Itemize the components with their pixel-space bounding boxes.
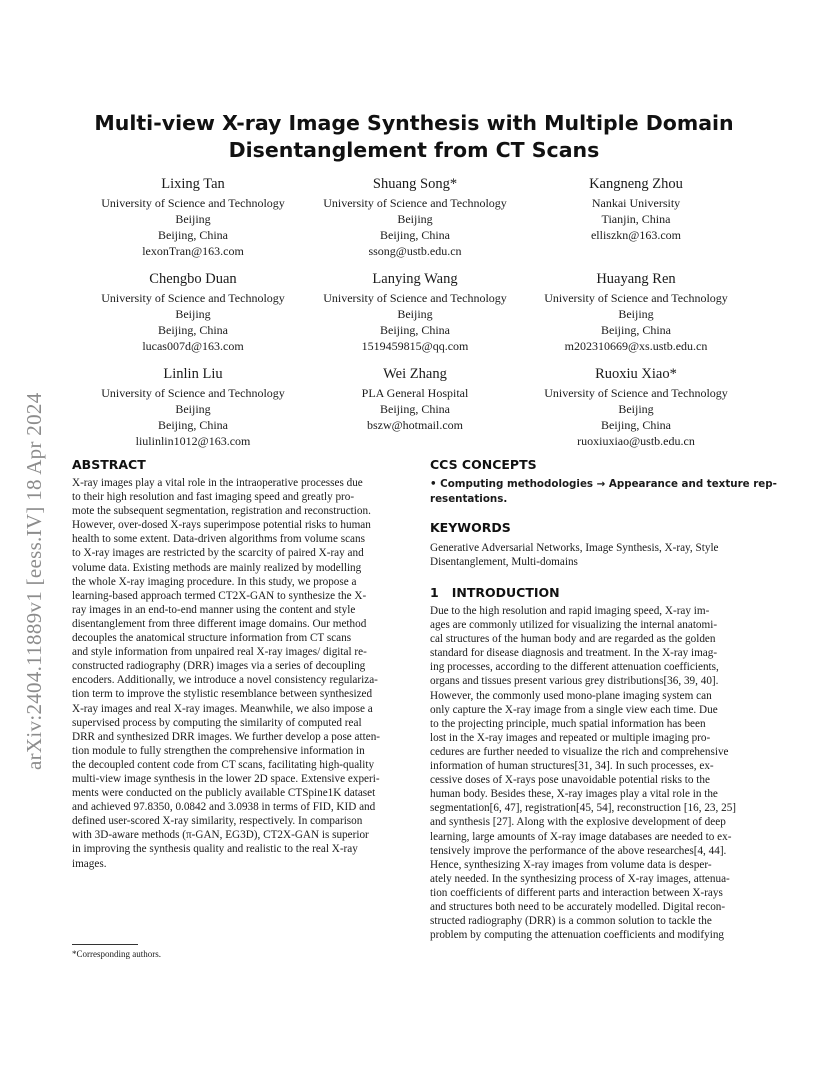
author-email: lexonTran@163.com xyxy=(142,244,244,258)
text-line: to their high resolution and fast imaging speed and greatly pro- xyxy=(72,491,355,504)
author-email: bszw@hotmail.com xyxy=(366,418,464,432)
author-affiliation: University of Science and Technology xyxy=(323,291,507,305)
author-location: Tianjin, China xyxy=(601,212,671,226)
text-line: However, the commonly used mono-plane imaging system can xyxy=(430,689,712,702)
text-line: volume data. Existing methods are mainly realized by modelling xyxy=(72,561,362,574)
text-line: standard for disease diagnosis and treatment. In the X-ray imag- xyxy=(430,647,718,660)
text-line: disentanglement from three different image domains. Our method xyxy=(72,617,367,630)
author-affiliation: University of Science and Technology xyxy=(101,386,285,400)
author-name: Kangneng Zhou xyxy=(589,176,683,192)
ccs-concepts-heading: CCS CONCEPTS xyxy=(430,457,537,472)
text-line: in improving the synthesis quality and realistic to the real X-ray xyxy=(72,843,358,856)
text-line: Disentanglement, Multi-domains xyxy=(430,556,578,569)
text-line: only capture the X-ray image from a single view each time. Due xyxy=(430,703,718,716)
text-line: defined user-scored X-ray similarity, respectively. In comparison xyxy=(72,815,363,828)
text-line: to the projecting principle, much spatial information has been xyxy=(430,717,706,730)
text-line: tion term to improve the stylistic resemblance between synthesized xyxy=(72,688,373,701)
paper-title xyxy=(80,110,748,164)
text-line: problem by computing the attenuation coefficients and modifying xyxy=(430,929,725,942)
author-location: Beijing, China xyxy=(380,228,450,242)
text-line: encoders. Additionally, we introduce a novel consistency regulariza- xyxy=(72,674,378,687)
author-name: Huayang Ren xyxy=(596,271,676,287)
author-affiliation: University of Science and Technology xyxy=(101,291,285,305)
author-block xyxy=(300,270,530,354)
introduction-body xyxy=(430,604,760,942)
author-location: Beijing, China xyxy=(158,228,228,242)
ccs-concepts-body xyxy=(430,477,777,506)
text-line: Hence, synthesizing X-ray images from volume data is desper- xyxy=(430,858,712,871)
text-line: Due to the high resolution and rapid imaging speed, X-ray im- xyxy=(430,605,710,617)
text-line: learning-based approach termed CT2X-GAN to synthesize the X- xyxy=(72,589,367,602)
author-location: Beijing, China xyxy=(601,323,671,337)
author-affiliation: Beijing xyxy=(175,307,211,321)
author-block xyxy=(78,270,308,354)
author-affiliation: University of Science and Technology xyxy=(544,386,728,400)
text-line: the whole X-ray imaging procedure. In this study, we propose a xyxy=(72,575,357,588)
author-name: Lixing Tan xyxy=(161,176,225,192)
text-line: learning, large amounts of X-ray image databases are needed to ex- xyxy=(430,830,732,843)
author-affiliation: Beijing xyxy=(175,212,211,226)
author-email: elliszkn@163.com xyxy=(590,228,682,242)
author-affiliation: Beijing xyxy=(618,307,654,321)
keywords-body xyxy=(430,541,760,569)
author-email: ruoxiuxiao@ustb.edu.cn xyxy=(577,434,695,448)
author-affiliation: Nankai University xyxy=(591,196,681,210)
author-email: lucas007d@163.com xyxy=(142,339,244,353)
author-name: Shuang Song* xyxy=(372,176,458,192)
text-line: tensively improve the performance of the above researches[4, 44]. xyxy=(430,844,727,857)
text-line: supervised process by computing the similarity of computed real xyxy=(72,716,362,729)
author-name: Lanying Wang xyxy=(372,271,458,287)
author-location: Beijing, China xyxy=(158,323,228,337)
text-line: health to some extent. Data-driven algorithms from volume scans xyxy=(72,533,365,546)
text-line: images. xyxy=(72,857,107,870)
text-line: decouples the anatomical structure information from CT scans xyxy=(72,632,352,645)
author-block xyxy=(521,270,751,354)
author-affiliation: University of Science and Technology xyxy=(544,291,728,305)
text-line: and style information from unpaired real X-ray images/ digital re- xyxy=(72,646,367,659)
author-name: Linlin Liu xyxy=(163,366,223,382)
author-block xyxy=(300,175,530,259)
author-location: Beijing, China xyxy=(158,418,228,432)
text-line: ing processes, according to the different attenuation coefficients, xyxy=(430,661,719,674)
text-line: lost in the X-ray images and repeated or multiple imaging pro- xyxy=(430,731,711,744)
text-line: mote the subsequent segmentation, registration and reconstruction. xyxy=(72,505,371,518)
text-line: to X-ray images are restricted by the scarcity of paired X-ray and xyxy=(72,547,364,560)
author-email: ssong@ustb.edu.cn xyxy=(368,244,462,258)
text-line: X-ray images and real X-ray images. Meanwhile, we also impose a xyxy=(72,702,373,715)
author-name: Chengbo Duan xyxy=(149,271,237,287)
arxiv-identifier-stamp: arXiv:2404.11889v1 [eess.IV] 18 Apr 2024 xyxy=(22,392,46,770)
text-line: and structures both need to be accurately modelled. Digital recon- xyxy=(430,900,726,913)
text-line: cessive doses of X-rays pose unavoidable potential risks to the xyxy=(430,774,710,787)
author-email: m202310669@xs.ustb.edu.cn xyxy=(564,339,708,353)
text-line: and achieved 97.8350, 0.0842 and 3.0938 in terms of FID, KID and xyxy=(72,801,376,814)
text-line: • Computing methodologies → Appearance and texture rep- xyxy=(430,478,777,490)
text-line: cedures are further needed to visualize the rich and comprehensive xyxy=(430,745,729,758)
footnote-divider xyxy=(72,944,138,945)
text-line: with 3D-aware methods (π-GAN, EG3D), CT2X-GAN is superior xyxy=(72,829,369,842)
text-line: Generative Adversarial Networks, Image Synthesis, X-ray, Style xyxy=(430,542,719,554)
text-line: DRR and synthesized DRR images. We further develop a pose atten- xyxy=(72,730,381,743)
text-line: ately needed. In the synthesizing process of X-ray images, attenua- xyxy=(430,872,730,885)
text-line: tion coefficients of different parts and interaction between X-rays xyxy=(430,886,723,899)
author-affiliation: Beijing xyxy=(397,307,433,321)
author-location: Beijing, China xyxy=(601,418,671,432)
corresponding-author-footnote: *Corresponding authors. xyxy=(72,949,161,959)
introduction-heading: 1 INTRODUCTION xyxy=(430,585,560,600)
author-email: 1519459815@qq.com xyxy=(361,339,469,353)
text-line: ments were conducted on the publicly available CTSpine1K dataset xyxy=(72,787,376,800)
text-line: multi-view image synthesis in the lower 2D space. Extensive experi- xyxy=(72,772,380,785)
text-line: constructed radiography (DRR) images via a series of decoupling xyxy=(72,660,366,673)
author-affiliation: Beijing xyxy=(175,402,211,416)
text-line: cal structures of the human body and are regarded as the golden xyxy=(430,633,716,646)
author-affiliation: Beijing xyxy=(618,402,654,416)
text-line: the decoupled content code from CT scans, facilitating high-quality xyxy=(72,758,375,771)
author-block xyxy=(521,175,751,243)
author-location: Beijing, China xyxy=(380,323,450,337)
author-affiliation: Beijing xyxy=(397,212,433,226)
text-line: tion module to fully strengthen the comprehensive information in xyxy=(72,744,365,757)
author-name: Wei Zhang xyxy=(383,366,447,382)
text-line: and synthesis [27]. Along with the explosive development of deep xyxy=(430,816,726,829)
author-affiliation: PLA General Hospital xyxy=(361,386,469,400)
text-line: However, over-dosed X-rays superimpose potential risks to human xyxy=(72,519,371,532)
author-location: Beijing, China xyxy=(380,402,450,416)
title-line: Disentanglement from CT Scans xyxy=(228,138,600,162)
text-line: information of human structures[31, 34]. In such processes, ex- xyxy=(430,760,714,773)
author-block xyxy=(78,365,308,449)
text-line: structed radiography (DRR) is a common solution to tackle the xyxy=(430,915,712,928)
abstract-body xyxy=(72,476,402,871)
text-line: ray images in an end-to-end manner using the content and style xyxy=(72,603,356,616)
author-block xyxy=(300,365,530,433)
author-block xyxy=(521,365,751,449)
author-email: liulinlin1012@163.com xyxy=(135,434,251,448)
author-affiliation: University of Science and Technology xyxy=(323,196,507,210)
title-line: Multi-view X-ray Image Synthesis with Multiple Domain xyxy=(94,111,734,135)
author-affiliation: University of Science and Technology xyxy=(101,196,285,210)
author-name: Ruoxiu Xiao* xyxy=(595,366,677,382)
text-line: organs and tissues present various grey distributions[36, 39, 40]. xyxy=(430,675,719,688)
text-line: human body. Besides these, X-ray images play a vital role in the xyxy=(430,788,718,801)
text-line: resentations. xyxy=(430,492,508,505)
abstract-heading: ABSTRACT xyxy=(72,457,146,472)
author-block xyxy=(78,175,308,259)
text-line: segmentation[6, 47], registration[45, 54], reconstruction [16, 23, 25] xyxy=(430,802,737,815)
keywords-heading: KEYWORDS xyxy=(430,520,511,535)
text-line: X-ray images play a vital role in the intraoperative processes due xyxy=(72,477,363,489)
text-line: ages are commonly utilized for visualizing the internal anatomi- xyxy=(430,619,718,632)
